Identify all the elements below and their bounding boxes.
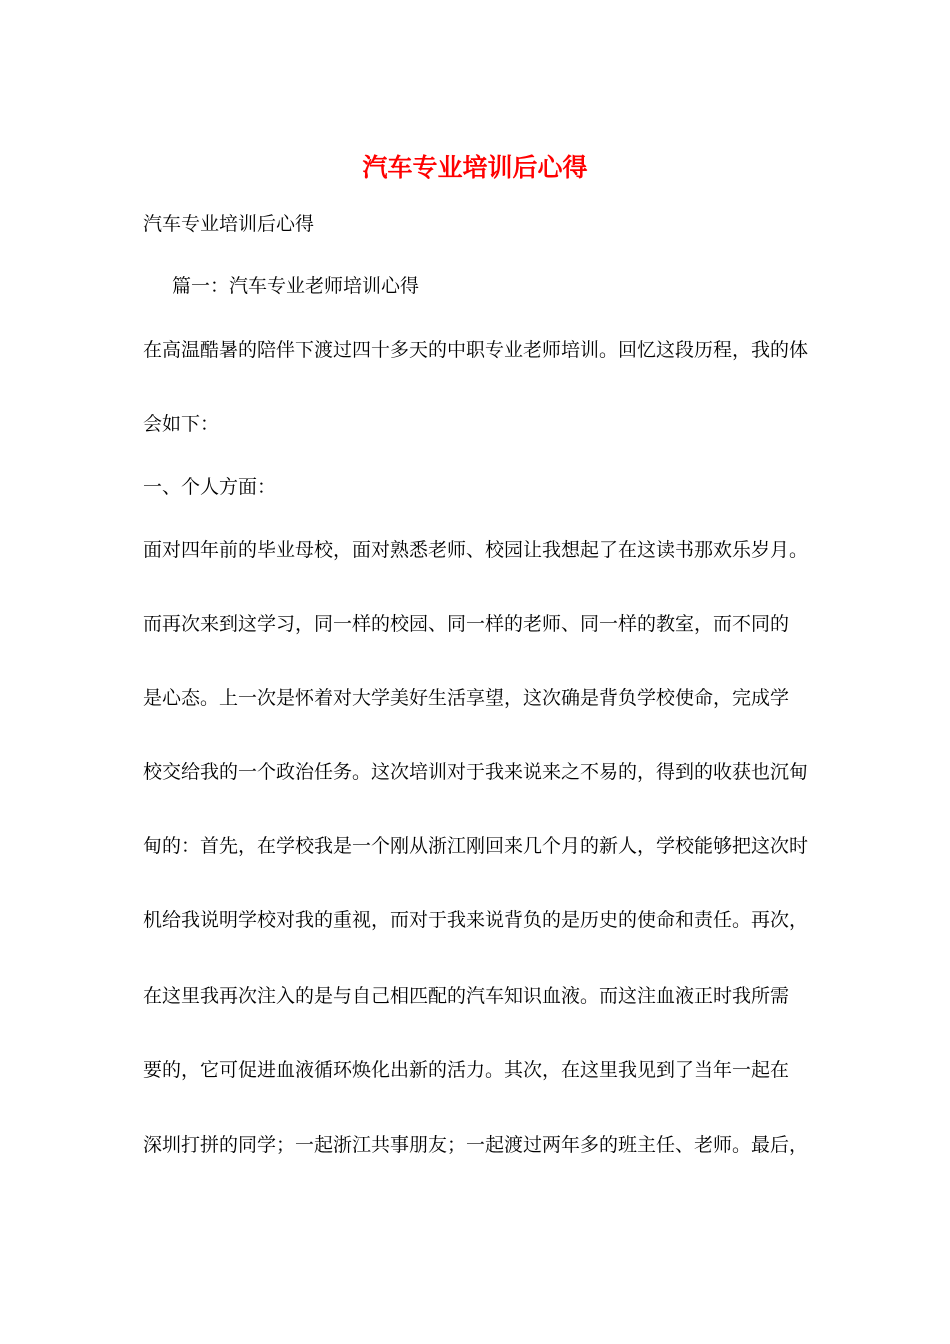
paragraph-line: 要的，它可促进血液循环焕化出新的活力。其次，在这里我见到了当年一起在 (143, 1059, 790, 1081)
paragraph-line: 校交给我的一个政治任务。这次培训对于我来说来之不易的，得到的收获也沉甸 (143, 761, 809, 783)
paragraph-line: 而再次来到这学习，同一样的校园、同一样的老师、同一样的教室，而不同的 (143, 613, 790, 635)
paragraph-line: 是心态。上一次是怀着对大学美好生活享望，这次确是背负学校使命，完成学 (143, 687, 790, 709)
paragraph-line: 会如下： (143, 413, 220, 435)
subtitle-line: 汽车专业培训后心得 (143, 213, 315, 235)
paragraph-line: 深圳打拼的同学；一起浙江共事朋友；一起渡过两年多的班主任、老师。最后， (143, 1134, 809, 1156)
paragraph-line: 机给我说明学校对我的重视，而对于我来说背负的是历史的使命和责任。再次， (143, 909, 809, 931)
paragraph-line: 在高温酷暑的陪伴下渡过四十多天的中职专业老师培训。回忆这段历程，我的体 (143, 339, 809, 361)
paragraph-line: 甸的：首先，在学校我是一个刚从浙江刚回来几个月的新人，学校能够把这次时 (143, 835, 809, 857)
section-heading: 篇一：汽车专业老师培训心得 (172, 275, 420, 297)
document-title: 汽车专业培训后心得 (362, 153, 588, 182)
paragraph-line: 面对四年前的毕业母校，面对熟悉老师、校园让我想起了在这读书那欢乐岁月。 (143, 539, 809, 561)
subsection-heading: 一、个人方面： (143, 476, 277, 498)
paragraph-line: 在这里我再次注入的是与自己相匹配的汽车知识血液。而这注血液正时我所需 (143, 985, 790, 1007)
